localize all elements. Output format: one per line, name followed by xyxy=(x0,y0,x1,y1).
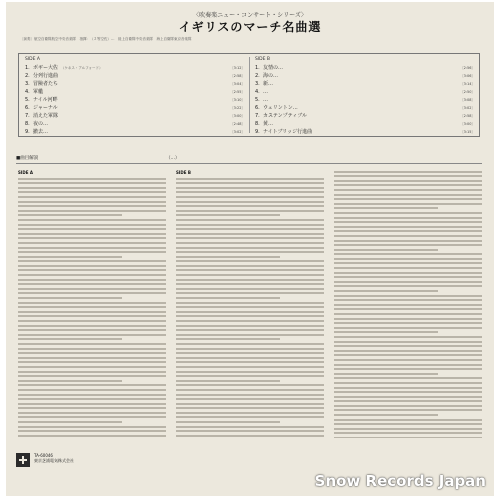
track-number: 8. xyxy=(255,121,260,127)
text-line xyxy=(176,343,324,345)
text-line xyxy=(18,219,166,221)
text-line xyxy=(176,214,280,216)
track-number: 8. xyxy=(25,121,30,127)
text-line xyxy=(334,235,482,237)
track-number: 1. xyxy=(25,65,30,71)
side-a-track-4 xyxy=(25,88,247,96)
side-a-track-6 xyxy=(25,104,247,112)
text-line xyxy=(176,338,280,340)
text-line xyxy=(18,389,166,391)
track-number: 2. xyxy=(255,73,260,79)
text-line xyxy=(176,201,324,203)
track-number: 2. xyxy=(25,73,30,79)
text-line xyxy=(176,288,324,290)
text-line xyxy=(18,426,166,428)
text-line xyxy=(334,221,482,223)
text-line xyxy=(176,416,324,418)
text-line xyxy=(18,242,166,244)
text-line xyxy=(334,322,482,324)
text-line xyxy=(18,274,166,276)
track-number: 4. xyxy=(25,89,30,95)
text-line xyxy=(176,320,324,322)
track-title: 軍艦 xyxy=(33,89,44,95)
text-line xyxy=(176,247,324,249)
text-line xyxy=(334,171,482,173)
notes-author: （…） xyxy=(166,156,180,161)
text-line xyxy=(334,423,482,425)
text-line xyxy=(18,297,122,299)
text-line xyxy=(18,283,166,285)
text-line xyxy=(334,189,482,191)
side-a-track-8 xyxy=(25,120,247,128)
text-line xyxy=(176,297,280,299)
track-title: 冒險者たち xyxy=(33,81,59,87)
text-line xyxy=(334,419,482,421)
text-line xyxy=(18,329,166,331)
track-duration: 〔3:02〕 xyxy=(230,130,245,134)
text-line xyxy=(18,394,166,396)
notes-column-1 xyxy=(18,168,166,438)
side-a-column xyxy=(25,57,247,136)
text-line xyxy=(176,412,324,414)
text-line xyxy=(334,281,482,283)
text-line xyxy=(18,302,166,304)
text-line xyxy=(18,371,166,373)
text-line xyxy=(176,260,324,262)
text-line xyxy=(334,428,482,430)
text-line xyxy=(18,384,166,386)
track-number: 1. xyxy=(255,65,260,71)
text-line xyxy=(176,430,324,432)
track-title: カステンプティブル xyxy=(263,113,308,119)
text-line xyxy=(176,407,324,409)
text-line xyxy=(334,377,482,379)
text-line xyxy=(176,306,324,308)
track-duration: 〔3:15〕 xyxy=(460,130,475,134)
text-line xyxy=(18,224,166,226)
text-line xyxy=(18,398,166,400)
text-line xyxy=(176,251,324,253)
track-number: 9. xyxy=(25,129,30,135)
text-line xyxy=(176,403,324,405)
side-a-track-1 xyxy=(25,64,247,72)
text-line xyxy=(176,352,324,354)
text-line xyxy=(18,237,166,239)
side-b-track-2 xyxy=(255,72,477,80)
series-label: 〈吹奏楽ニュー・コンサート・シリーズ〉 xyxy=(193,12,307,19)
text-line xyxy=(334,285,482,287)
text-line xyxy=(176,389,324,391)
text-line xyxy=(334,382,482,384)
text-line xyxy=(334,207,438,209)
track-number: 3. xyxy=(25,81,30,87)
text-line xyxy=(334,267,482,269)
watermark-text: Snow Records Japan xyxy=(314,472,486,490)
track-duration: 〔2:48〕 xyxy=(230,122,245,126)
text-line xyxy=(176,191,324,193)
text-line xyxy=(176,196,324,198)
text-line xyxy=(176,210,324,212)
text-line xyxy=(18,348,166,350)
side-b-track-7 xyxy=(255,112,477,120)
text-line xyxy=(176,325,324,327)
side-b-track-9 xyxy=(255,128,477,136)
text-line xyxy=(176,292,324,294)
text-line xyxy=(18,430,166,432)
track-title: ウェリントン… xyxy=(263,105,298,111)
track-title: 消えた軍隊 xyxy=(33,113,59,119)
text-line xyxy=(18,260,166,262)
text-line xyxy=(176,187,324,189)
text-line xyxy=(334,368,482,370)
text-line xyxy=(176,315,324,317)
track-duration: 〔3:10〕 xyxy=(230,98,245,102)
text-line xyxy=(334,194,482,196)
text-line xyxy=(334,276,482,278)
track-number: 5. xyxy=(25,97,30,103)
text-line xyxy=(176,219,324,221)
side-b-track-5 xyxy=(255,96,477,104)
track-number: 3. xyxy=(255,81,260,87)
text-line xyxy=(334,258,482,260)
text-line xyxy=(176,224,324,226)
track-title: 友情の… xyxy=(263,65,284,71)
text-line xyxy=(176,348,324,350)
text-line xyxy=(176,233,324,235)
text-line xyxy=(334,244,482,246)
text-line xyxy=(18,288,166,290)
notes-label: ■曲目解説 xyxy=(16,156,39,161)
text-line xyxy=(176,375,324,377)
text-line xyxy=(334,184,482,186)
notes-side-a-heading: SIDE A xyxy=(18,170,33,175)
text-line xyxy=(334,409,482,411)
track-title: ジャーナル xyxy=(33,105,58,111)
text-line xyxy=(18,366,166,368)
text-line xyxy=(334,299,482,301)
text-line xyxy=(334,405,482,407)
track-duration: 〔2:50〕 xyxy=(460,90,475,94)
text-line xyxy=(334,350,482,352)
text-line xyxy=(334,414,438,416)
text-line xyxy=(18,407,166,409)
notes-column-3 xyxy=(334,168,482,438)
label-name: 東京芝浦電気株式会社 xyxy=(34,458,74,463)
text-line xyxy=(176,182,324,184)
text-line xyxy=(334,391,482,393)
text-line xyxy=(18,320,166,322)
text-line xyxy=(176,361,324,363)
track-duration: 〔2:56〕 xyxy=(460,66,475,70)
text-line xyxy=(176,380,280,382)
text-line xyxy=(18,412,166,414)
track-title: ナイル河畔 xyxy=(33,97,58,103)
text-line xyxy=(176,237,324,239)
text-line xyxy=(18,292,166,294)
text-line xyxy=(176,279,324,281)
text-line xyxy=(334,359,482,361)
track-duration: 〔3:22〕 xyxy=(230,106,245,110)
text-line xyxy=(334,336,482,338)
track-number: 4. xyxy=(255,89,260,95)
text-line xyxy=(176,366,324,368)
track-number: 5. xyxy=(255,97,260,103)
text-line xyxy=(18,182,166,184)
track-title: 夜の… xyxy=(33,121,49,127)
text-line xyxy=(18,375,166,377)
text-line xyxy=(18,334,166,336)
text-line xyxy=(334,437,482,438)
text-line xyxy=(334,198,482,200)
text-line xyxy=(18,403,166,405)
track-composer: （ケネス・アルフォード） xyxy=(61,66,103,70)
catalog-info xyxy=(34,453,74,463)
text-line xyxy=(334,308,482,310)
track-duration: 〔3:06〕 xyxy=(460,74,475,78)
side-b-column xyxy=(255,57,477,136)
track-title: 黄… xyxy=(263,121,274,127)
track-title: 分列行進曲 xyxy=(33,73,59,79)
track-duration: 〔2:58〕 xyxy=(460,114,475,118)
text-line xyxy=(334,373,438,375)
side-b-track-6 xyxy=(255,104,477,112)
track-title: 海の… xyxy=(263,73,279,79)
text-line xyxy=(18,269,166,271)
text-line xyxy=(18,361,166,363)
text-line xyxy=(18,421,122,423)
text-line xyxy=(176,269,324,271)
track-title: ボギー大佐 xyxy=(33,65,59,71)
text-line xyxy=(176,178,324,180)
text-line xyxy=(334,180,482,182)
text-line xyxy=(18,416,166,418)
text-line xyxy=(334,175,482,177)
text-line xyxy=(18,214,122,216)
track-number: 7. xyxy=(25,113,30,119)
catalog-number: TA-60046 xyxy=(34,453,53,458)
track-title: … xyxy=(263,97,268,103)
text-line xyxy=(334,203,482,205)
text-line xyxy=(176,283,324,285)
text-line xyxy=(334,387,482,389)
notes-header xyxy=(16,155,480,162)
text-line xyxy=(18,265,166,267)
text-line xyxy=(334,327,482,329)
side-a-track-7 xyxy=(25,112,247,120)
text-line xyxy=(176,302,324,304)
track-duration: 〔3:00〕 xyxy=(460,122,475,126)
text-line xyxy=(176,394,324,396)
text-line xyxy=(18,343,166,345)
text-line xyxy=(18,256,122,258)
track-duration: 〔2:58〕 xyxy=(230,74,245,78)
text-line xyxy=(334,262,482,264)
text-line xyxy=(18,435,166,437)
text-line xyxy=(18,315,166,317)
text-line xyxy=(334,318,482,320)
track-number: 9. xyxy=(255,129,260,135)
text-line xyxy=(18,201,166,203)
text-line xyxy=(18,279,166,281)
text-line xyxy=(18,196,166,198)
side-b-track-4 xyxy=(255,88,477,96)
toshiba-logo-icon xyxy=(16,453,30,467)
text-line xyxy=(176,421,280,423)
text-line xyxy=(334,295,482,297)
text-line xyxy=(18,233,166,235)
side-b-track-3 xyxy=(255,80,477,88)
text-line xyxy=(18,228,166,230)
text-line xyxy=(334,226,482,228)
text-line xyxy=(334,304,482,306)
track-number: 7. xyxy=(255,113,260,119)
text-line xyxy=(176,398,324,400)
text-line xyxy=(176,329,324,331)
track-duration: 〔3:12〕 xyxy=(230,66,245,70)
text-line xyxy=(18,325,166,327)
text-line xyxy=(176,256,280,258)
text-line xyxy=(18,247,166,249)
track-number: 6. xyxy=(255,105,260,111)
text-line xyxy=(334,354,482,356)
text-line xyxy=(176,435,324,437)
text-line xyxy=(176,311,324,313)
text-line xyxy=(18,311,166,313)
text-line xyxy=(334,249,438,251)
track-duration: 〔3:00〕 xyxy=(230,114,245,118)
text-line xyxy=(176,357,324,359)
track-duration: 〔3:04〕 xyxy=(230,82,245,86)
side-b-label: SIDE B xyxy=(255,57,271,62)
text-line xyxy=(334,396,482,398)
text-line xyxy=(334,212,482,214)
track-duration: 〔2:55〕 xyxy=(230,90,245,94)
track-duration: 〔3:02〕 xyxy=(460,106,475,110)
side-b-track-8 xyxy=(255,120,477,128)
track-duration: 〔3:14〕 xyxy=(460,82,475,86)
text-line xyxy=(176,371,324,373)
text-line xyxy=(18,178,166,180)
text-line xyxy=(334,341,482,343)
text-line xyxy=(18,357,166,359)
text-line xyxy=(18,251,166,253)
text-line xyxy=(18,352,166,354)
side-a-track-9 xyxy=(25,128,247,136)
text-line xyxy=(334,364,482,366)
notes-column-2 xyxy=(176,168,324,438)
track-title: 撤去… xyxy=(33,129,49,135)
text-line xyxy=(176,334,324,336)
liner-notes-sheet xyxy=(6,2,494,496)
track-duration: 〔3:08〕 xyxy=(460,98,475,102)
text-line xyxy=(334,240,482,242)
tracklist-divider xyxy=(249,57,250,133)
text-line xyxy=(176,242,324,244)
text-line xyxy=(334,290,438,292)
text-line xyxy=(334,345,482,347)
side-a-track-3 xyxy=(25,80,247,88)
text-line xyxy=(18,205,166,207)
text-line xyxy=(176,205,324,207)
text-line xyxy=(18,210,166,212)
side-a-track-2 xyxy=(25,72,247,80)
text-line xyxy=(334,432,482,434)
text-line xyxy=(334,230,482,232)
track-title: 新… xyxy=(263,81,274,87)
side-a-track-5 xyxy=(25,96,247,104)
text-line xyxy=(334,253,482,255)
performer-credits: 〔演奏〕航空自衛隊航空中央音楽隊 指揮：（２等空佐）… 陸上自衛隊中央音楽隊 海上自衛隊東京音楽隊 xyxy=(20,37,192,41)
text-line xyxy=(176,265,324,267)
text-line xyxy=(18,380,122,382)
divider-rule xyxy=(16,163,482,164)
text-line xyxy=(176,228,324,230)
text-line xyxy=(176,384,324,386)
text-line xyxy=(334,331,438,333)
text-line xyxy=(18,306,166,308)
text-line xyxy=(18,191,166,193)
side-a-label: SIDE A xyxy=(25,57,41,62)
notes-side-b-heading: SIDE B xyxy=(176,170,191,175)
track-title: … xyxy=(263,89,268,95)
tracklist-box xyxy=(18,53,480,137)
text-line xyxy=(334,272,482,274)
text-line xyxy=(18,338,122,340)
text-line xyxy=(334,217,482,219)
text-line xyxy=(176,426,324,428)
track-number: 6. xyxy=(25,105,30,111)
text-line xyxy=(334,400,482,402)
album-title: イギリスのマーチ名曲選 xyxy=(178,20,322,34)
track-title: ナイトブリッジ行進曲 xyxy=(263,129,313,135)
text-line xyxy=(18,187,166,189)
text-line xyxy=(176,274,324,276)
side-b-track-1 xyxy=(255,64,477,72)
text-line xyxy=(334,313,482,315)
